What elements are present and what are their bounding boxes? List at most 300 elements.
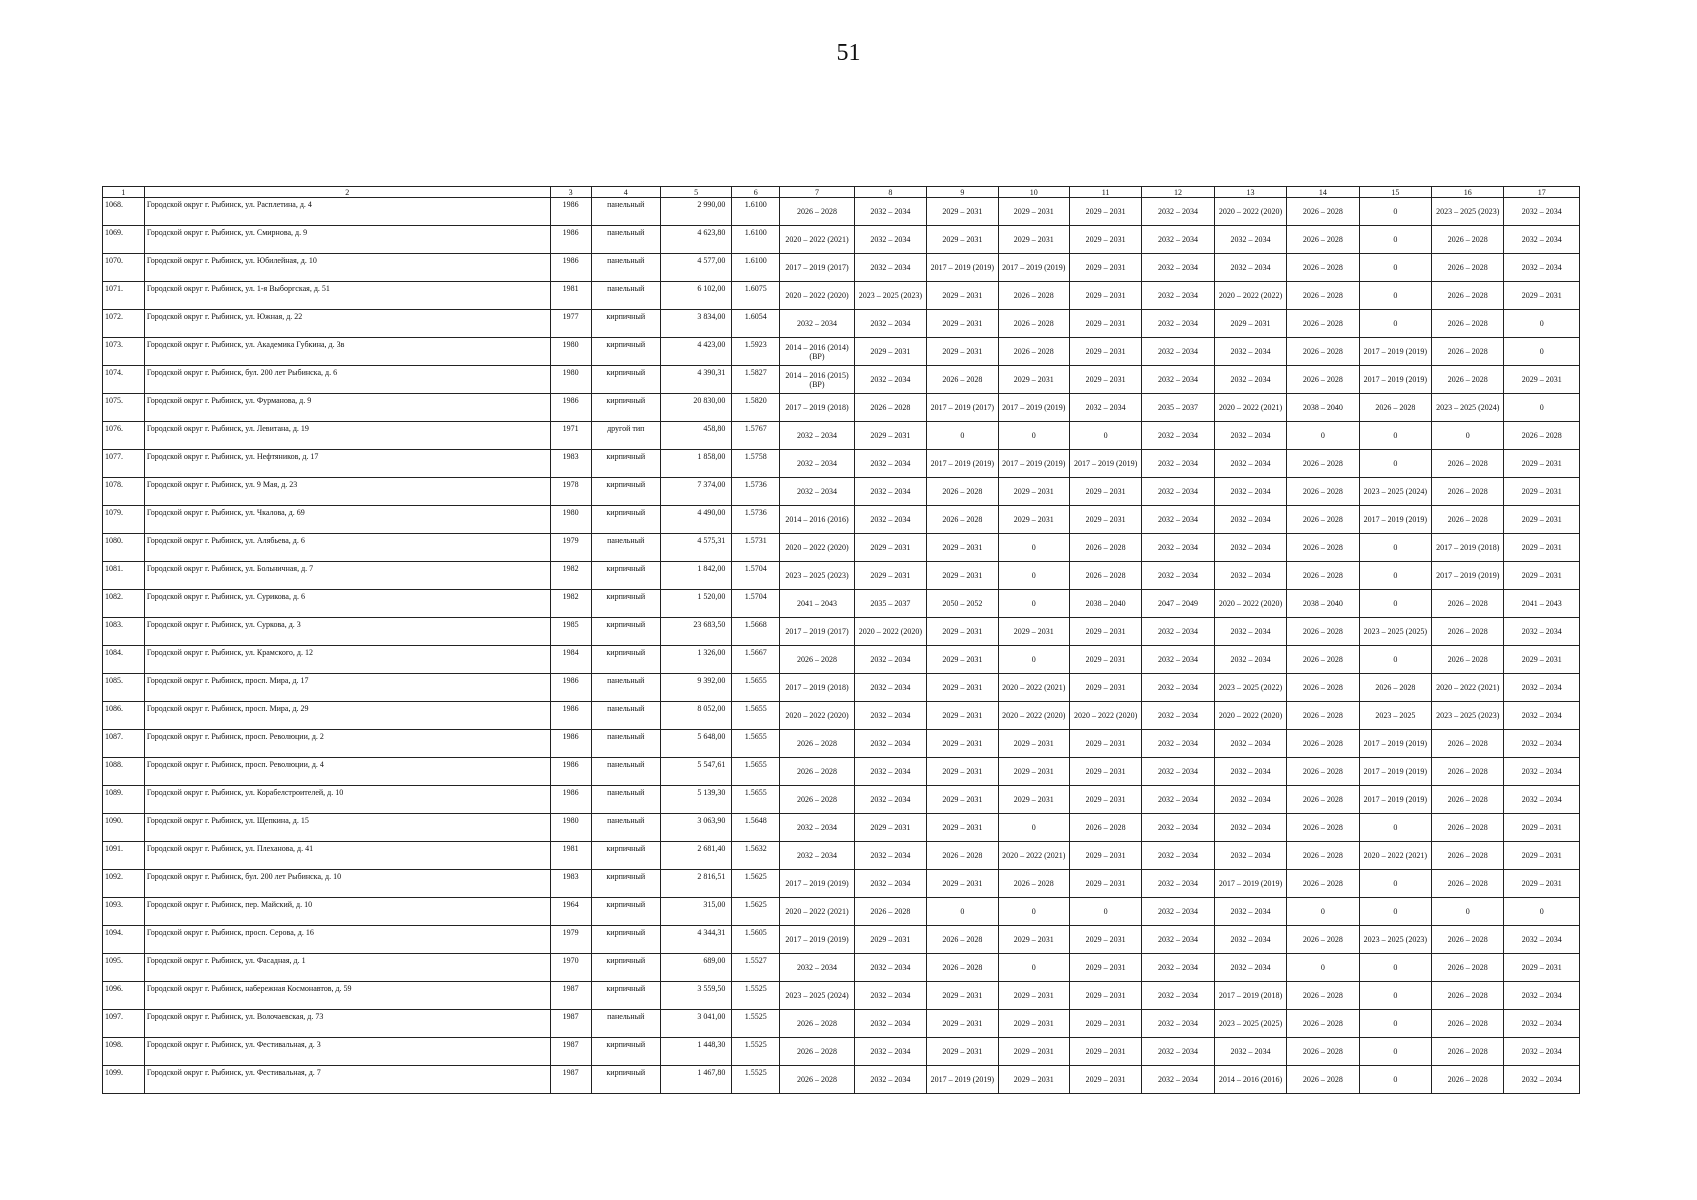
table-cell: 2026 – 2028 bbox=[1432, 590, 1504, 618]
table-cell: 1.5704 bbox=[732, 562, 780, 590]
table-cell: 0 bbox=[1504, 394, 1580, 422]
table-cell: 0 bbox=[927, 898, 998, 926]
table-cell: 2023 – 2025 (2024) bbox=[1432, 394, 1504, 422]
table-cell: 2026 – 2028 bbox=[780, 198, 854, 226]
table-cell: 2026 – 2028 bbox=[1069, 562, 1141, 590]
table-cell: 2032 – 2034 bbox=[1142, 422, 1214, 450]
table-row bbox=[103, 926, 1580, 954]
table-cell: 2026 – 2028 bbox=[780, 646, 854, 674]
table-cell: 0 bbox=[927, 422, 998, 450]
table-cell: 2023 – 2025 (2024) bbox=[780, 982, 854, 1010]
table-cell: 2026 – 2028 bbox=[1287, 982, 1359, 1010]
table-cell: 0 bbox=[998, 898, 1069, 926]
table-cell: 2032 – 2034 bbox=[1504, 674, 1580, 702]
table-cell: 2032 – 2034 bbox=[1214, 422, 1286, 450]
table-cell: 1.5525 bbox=[732, 982, 780, 1010]
table-cell: 0 bbox=[998, 814, 1069, 842]
table-cell: 2029 – 2031 bbox=[1069, 730, 1141, 758]
table-cell: 2032 – 2034 bbox=[854, 506, 926, 534]
table-cell: 0 bbox=[1359, 1010, 1431, 1038]
table-cell: Городской округ г. Рыбинск, просп. Мира, д. 29 bbox=[144, 702, 550, 730]
table-cell: 4 577,00 bbox=[660, 254, 731, 282]
table-cell: 2020 – 2022 (2022) bbox=[1214, 282, 1286, 310]
table-cell: 2026 – 2028 bbox=[998, 870, 1069, 898]
table-cell: 2026 – 2028 bbox=[1287, 310, 1359, 338]
table-cell: 2026 – 2028 bbox=[998, 338, 1069, 366]
table-row bbox=[103, 842, 1580, 870]
table-cell: 2026 – 2028 bbox=[1287, 870, 1359, 898]
table-cell: 8 052,00 bbox=[660, 702, 731, 730]
table-cell: 2029 – 2031 bbox=[1214, 310, 1286, 338]
table-row bbox=[103, 450, 1580, 478]
table-cell: 2029 – 2031 bbox=[1069, 198, 1141, 226]
table-cell: 2029 – 2031 bbox=[1069, 478, 1141, 506]
table-cell: 2029 – 2031 bbox=[927, 702, 998, 730]
table-cell: 2032 – 2034 bbox=[1214, 646, 1286, 674]
table-cell: 0 bbox=[1359, 982, 1431, 1010]
table-cell: 2032 – 2034 bbox=[1504, 198, 1580, 226]
table-cell: Городской округ г. Рыбинск, ул. Волочаевская, д. 73 bbox=[144, 1010, 550, 1038]
table-cell: 0 bbox=[1432, 422, 1504, 450]
table-cell: 1 448,30 bbox=[660, 1038, 731, 1066]
table-cell: 2029 – 2031 bbox=[1069, 1066, 1141, 1094]
column-header: 3 bbox=[550, 187, 591, 198]
table-cell: 2029 – 2031 bbox=[1069, 926, 1141, 954]
table-cell: 2017 – 2019 (2019) bbox=[998, 450, 1069, 478]
table-cell: 2029 – 2031 bbox=[1504, 282, 1580, 310]
housing-table bbox=[102, 186, 1580, 1094]
table-cell: 5 648,00 bbox=[660, 730, 731, 758]
table-row bbox=[103, 310, 1580, 338]
table-cell: 2026 – 2028 bbox=[1287, 618, 1359, 646]
table-cell: 2029 – 2031 bbox=[854, 422, 926, 450]
table-cell: 2038 – 2040 bbox=[1069, 590, 1141, 618]
table-cell: 2026 – 2028 bbox=[927, 506, 998, 534]
table-cell: 1986 bbox=[550, 198, 591, 226]
table-cell: 2032 – 2034 bbox=[854, 870, 926, 898]
table-cell: 2032 – 2034 bbox=[854, 646, 926, 674]
table-row bbox=[103, 562, 1580, 590]
table-cell: 1075. bbox=[103, 394, 145, 422]
table-row bbox=[103, 198, 1580, 226]
table-cell: 2029 – 2031 bbox=[1069, 338, 1141, 366]
table-cell: 2026 – 2028 bbox=[1432, 226, 1504, 254]
table-cell: 2020 – 2022 (2020) bbox=[780, 534, 854, 562]
table-cell: 2029 – 2031 bbox=[854, 926, 926, 954]
table-cell: 0 bbox=[998, 590, 1069, 618]
table-cell: 2029 – 2031 bbox=[927, 198, 998, 226]
table-cell: 1073. bbox=[103, 338, 145, 366]
table-cell: 1084. bbox=[103, 646, 145, 674]
table-cell: 5 547,61 bbox=[660, 758, 731, 786]
table-cell: 1094. bbox=[103, 926, 145, 954]
table-cell: 7 374,00 bbox=[660, 478, 731, 506]
table-cell: другой тип bbox=[591, 422, 660, 450]
table-cell: 1986 bbox=[550, 394, 591, 422]
table-cell: 2026 – 2028 bbox=[1287, 1010, 1359, 1038]
table-cell: Городской округ г. Рыбинск, ул. Академика Губкина, д. 3в bbox=[144, 338, 550, 366]
table-cell: 2017 – 2019 (2019) bbox=[998, 254, 1069, 282]
table-cell: панельный bbox=[591, 730, 660, 758]
table-row bbox=[103, 590, 1580, 618]
table-row bbox=[103, 534, 1580, 562]
table-cell: 2032 – 2034 bbox=[1504, 730, 1580, 758]
table-cell: 2032 – 2034 bbox=[1504, 618, 1580, 646]
table-cell: 2026 – 2028 bbox=[1432, 842, 1504, 870]
table-cell: 2029 – 2031 bbox=[1504, 954, 1580, 982]
table-cell: 1987 bbox=[550, 1010, 591, 1038]
table-cell: 1.6054 bbox=[732, 310, 780, 338]
table-cell: 2032 – 2034 bbox=[1504, 982, 1580, 1010]
table-cell: 2029 – 2031 bbox=[998, 926, 1069, 954]
table-cell: 1.6075 bbox=[732, 282, 780, 310]
table-cell: 4 390,31 bbox=[660, 366, 731, 394]
table-cell: 2032 – 2034 bbox=[1214, 534, 1286, 562]
table-cell: 1.5605 bbox=[732, 926, 780, 954]
table-row bbox=[103, 870, 1580, 898]
table-cell: 1980 bbox=[550, 506, 591, 534]
table-cell: 2032 – 2034 bbox=[854, 674, 926, 702]
table-cell: 2029 – 2031 bbox=[1069, 842, 1141, 870]
table-cell: 2026 – 2028 bbox=[780, 758, 854, 786]
table-cell: 2035 – 2037 bbox=[1142, 394, 1214, 422]
table-cell: 0 bbox=[1359, 534, 1431, 562]
table-cell: 2026 – 2028 bbox=[1359, 394, 1431, 422]
table-cell: 0 bbox=[1359, 590, 1431, 618]
table-cell: 0 bbox=[1359, 898, 1431, 926]
table-cell: Городской округ г. Рыбинск, пер. Майский, д. 10 bbox=[144, 898, 550, 926]
table-cell: Городской округ г. Рыбинск, ул. Южная, д. 22 bbox=[144, 310, 550, 338]
table-cell: 1986 bbox=[550, 226, 591, 254]
table-cell: 1093. bbox=[103, 898, 145, 926]
table-cell: 0 bbox=[1359, 282, 1431, 310]
table-cell: 2032 – 2034 bbox=[1142, 1066, 1214, 1094]
table-cell: Городской округ г. Рыбинск, ул. Расплетина, д. 4 bbox=[144, 198, 550, 226]
table-cell: 1082. bbox=[103, 590, 145, 618]
table-cell: 3 834,00 bbox=[660, 310, 731, 338]
table-cell: 1090. bbox=[103, 814, 145, 842]
table-cell: 4 575,31 bbox=[660, 534, 731, 562]
table-cell: Городской округ г. Рыбинск, просп. Серова, д. 16 bbox=[144, 926, 550, 954]
table-cell: 2026 – 2028 bbox=[998, 310, 1069, 338]
table-cell: 6 102,00 bbox=[660, 282, 731, 310]
table-cell: 2017 – 2019 (2019) bbox=[780, 870, 854, 898]
table-cell: 0 bbox=[998, 646, 1069, 674]
table-cell: 2026 – 2028 bbox=[927, 366, 998, 394]
table-cell: 2032 – 2034 bbox=[1214, 814, 1286, 842]
table-cell: 2029 – 2031 bbox=[1069, 226, 1141, 254]
table-cell: 2026 – 2028 bbox=[1069, 814, 1141, 842]
table-cell: 1.6100 bbox=[732, 198, 780, 226]
table-cell: 2032 – 2034 bbox=[1214, 338, 1286, 366]
table-cell: 2026 – 2028 bbox=[780, 730, 854, 758]
table-cell: 1 326,00 bbox=[660, 646, 731, 674]
table-cell: 1068. bbox=[103, 198, 145, 226]
table-cell: 2029 – 2031 bbox=[998, 478, 1069, 506]
table-cell: 0 bbox=[1287, 898, 1359, 926]
table-cell: 1971 bbox=[550, 422, 591, 450]
table-cell: 2026 – 2028 bbox=[1287, 758, 1359, 786]
table-cell: 2020 – 2022 (2021) bbox=[1214, 394, 1286, 422]
table-cell: 2029 – 2031 bbox=[998, 982, 1069, 1010]
table-cell: 2 816,51 bbox=[660, 870, 731, 898]
table-cell: 2026 – 2028 bbox=[1432, 282, 1504, 310]
column-header: 11 bbox=[1069, 187, 1141, 198]
table-cell: Городской округ г. Рыбинск, ул. Фасадная, д. 1 bbox=[144, 954, 550, 982]
column-header: 6 bbox=[732, 187, 780, 198]
table-cell: 2026 – 2028 bbox=[1432, 646, 1504, 674]
table-cell: 2026 – 2028 bbox=[1432, 926, 1504, 954]
table-cell: 2032 – 2034 bbox=[1214, 618, 1286, 646]
table-cell: 2026 – 2028 bbox=[1069, 534, 1141, 562]
table-cell: 2029 – 2031 bbox=[998, 506, 1069, 534]
table-cell: 1970 bbox=[550, 954, 591, 982]
table-cell: 1982 bbox=[550, 562, 591, 590]
table-cell: 2032 – 2034 bbox=[1214, 562, 1286, 590]
table-cell: кирпичный bbox=[591, 618, 660, 646]
table-cell: 2032 – 2034 bbox=[780, 814, 854, 842]
table-cell: 9 392,00 bbox=[660, 674, 731, 702]
table-cell: Городской округ г. Рыбинск, просп. Революции, д. 4 bbox=[144, 758, 550, 786]
table-cell: 2029 – 2031 bbox=[1069, 1010, 1141, 1038]
table-cell: 2029 – 2031 bbox=[1069, 786, 1141, 814]
table-cell: 0 bbox=[1359, 198, 1431, 226]
table-cell: 2032 – 2034 bbox=[854, 1066, 926, 1094]
table-cell: кирпичный bbox=[591, 870, 660, 898]
table-cell: панельный bbox=[591, 814, 660, 842]
table-cell: Городской округ г. Рыбинск, ул. Юбилейная, д. 10 bbox=[144, 254, 550, 282]
table-cell: 2017 – 2019 (2019) bbox=[780, 926, 854, 954]
table-cell: 1964 bbox=[550, 898, 591, 926]
table-cell: 2020 – 2022 (2020) bbox=[1214, 590, 1286, 618]
table-cell: 2017 – 2019 (2019) bbox=[998, 394, 1069, 422]
table-cell: 2029 – 2031 bbox=[854, 534, 926, 562]
table-cell: кирпичный bbox=[591, 506, 660, 534]
table-cell: Городской округ г. Рыбинск, ул. Суркова, д. 3 bbox=[144, 618, 550, 646]
table-cell: 1981 bbox=[550, 842, 591, 870]
table-cell: 1.5525 bbox=[732, 1066, 780, 1094]
table-cell: Городской округ г. Рыбинск, ул. Чкалова, д. 69 bbox=[144, 506, 550, 534]
table-cell: 2032 – 2034 bbox=[1142, 870, 1214, 898]
table-cell: 2032 – 2034 bbox=[1214, 730, 1286, 758]
table-cell: 2029 – 2031 bbox=[927, 758, 998, 786]
table-cell: 2029 – 2031 bbox=[998, 366, 1069, 394]
table-cell: 2032 – 2034 bbox=[1214, 226, 1286, 254]
table-cell: 3 559,50 bbox=[660, 982, 731, 1010]
table-row bbox=[103, 898, 1580, 926]
table-cell: 2032 – 2034 bbox=[854, 310, 926, 338]
table-cell: 1.5625 bbox=[732, 870, 780, 898]
table-cell: 1.5648 bbox=[732, 814, 780, 842]
table-cell: 2026 – 2028 bbox=[927, 478, 998, 506]
table-cell: 2026 – 2028 bbox=[1432, 786, 1504, 814]
table-cell: 1979 bbox=[550, 926, 591, 954]
table-cell: 2032 – 2034 bbox=[1142, 926, 1214, 954]
table-row bbox=[103, 282, 1580, 310]
table-cell: 2017 – 2019 (2017) bbox=[780, 618, 854, 646]
table-cell: кирпичный bbox=[591, 366, 660, 394]
table-cell: Городской округ г. Рыбинск, ул. Крамского, д. 12 bbox=[144, 646, 550, 674]
table-cell: 1091. bbox=[103, 842, 145, 870]
table-cell: 1099. bbox=[103, 1066, 145, 1094]
table-cell: кирпичный bbox=[591, 590, 660, 618]
table-cell: 2032 – 2034 bbox=[1142, 226, 1214, 254]
table-cell: 2032 – 2034 bbox=[854, 954, 926, 982]
table-cell: 2050 – 2052 bbox=[927, 590, 998, 618]
table-cell: 2029 – 2031 bbox=[927, 310, 998, 338]
table-cell: 2026 – 2028 bbox=[1432, 478, 1504, 506]
table-cell: 1986 bbox=[550, 758, 591, 786]
table-cell: панельный bbox=[591, 226, 660, 254]
table-cell: 1095. bbox=[103, 954, 145, 982]
table-cell: 2032 – 2034 bbox=[854, 450, 926, 478]
table-cell: 2026 – 2028 bbox=[1287, 842, 1359, 870]
table-cell: 2029 – 2031 bbox=[854, 338, 926, 366]
table-cell: 2017 – 2019 (2019) bbox=[927, 254, 998, 282]
table-cell: 2017 – 2019 (2019) bbox=[1432, 562, 1504, 590]
table-cell: 2017 – 2019 (2019) bbox=[1069, 450, 1141, 478]
table-cell: 2029 – 2031 bbox=[998, 786, 1069, 814]
table-cell: 2032 – 2034 bbox=[1142, 954, 1214, 982]
table-cell: 1.5525 bbox=[732, 1010, 780, 1038]
table-cell: панельный bbox=[591, 674, 660, 702]
table-cell: 0 bbox=[1359, 226, 1431, 254]
table-cell: 2017 – 2019 (2019) bbox=[1359, 338, 1431, 366]
table-cell: 1.5668 bbox=[732, 618, 780, 646]
table-cell: 2032 – 2034 bbox=[1214, 478, 1286, 506]
table-cell: 1986 bbox=[550, 730, 591, 758]
table-cell: 1.5758 bbox=[732, 450, 780, 478]
table-cell: 1071. bbox=[103, 282, 145, 310]
table-cell: кирпичный bbox=[591, 898, 660, 926]
table-cell: 2029 – 2031 bbox=[927, 814, 998, 842]
table-cell: 1977 bbox=[550, 310, 591, 338]
table-cell: 2032 – 2034 bbox=[1142, 982, 1214, 1010]
table-cell: Городской округ г. Рыбинск, ул. Фестивальная, д. 3 bbox=[144, 1038, 550, 1066]
column-header: 7 bbox=[780, 187, 854, 198]
table-cell: 689,00 bbox=[660, 954, 731, 982]
table-cell: 2026 – 2028 bbox=[1432, 730, 1504, 758]
table-cell: 2029 – 2031 bbox=[927, 534, 998, 562]
table-cell: 0 bbox=[1359, 1066, 1431, 1094]
table-cell: 0 bbox=[1359, 422, 1431, 450]
table-row bbox=[103, 1066, 1580, 1094]
table-cell: Городской округ г. Рыбинск, ул. Алябьева, д. 6 bbox=[144, 534, 550, 562]
table-cell: 1.5704 bbox=[732, 590, 780, 618]
table-cell: 1.5655 bbox=[732, 674, 780, 702]
table-cell: 2035 – 2037 bbox=[854, 590, 926, 618]
table-cell: 2023 – 2025 (2024) bbox=[1359, 478, 1431, 506]
table-cell: 2026 – 2028 bbox=[1432, 982, 1504, 1010]
table-row bbox=[103, 618, 1580, 646]
table-cell: 2032 – 2034 bbox=[1504, 1010, 1580, 1038]
table-cell: 2032 – 2034 bbox=[1142, 758, 1214, 786]
table-cell: 2032 – 2034 bbox=[780, 422, 854, 450]
table-cell: 2029 – 2031 bbox=[1069, 282, 1141, 310]
table-cell: 1088. bbox=[103, 758, 145, 786]
table-cell: 2032 – 2034 bbox=[1214, 366, 1286, 394]
table-cell: 2029 – 2031 bbox=[1504, 506, 1580, 534]
table-cell: 2026 – 2028 bbox=[1432, 310, 1504, 338]
table-cell: 2023 – 2025 (2023) bbox=[1432, 198, 1504, 226]
table-row bbox=[103, 394, 1580, 422]
page-number: 51 bbox=[836, 40, 861, 66]
table-cell: Городской округ г. Рыбинск, ул. Щепкина, д. 15 bbox=[144, 814, 550, 842]
table-row bbox=[103, 702, 1580, 730]
table-cell: 2032 – 2034 bbox=[1142, 282, 1214, 310]
table-cell: 2017 – 2019 (2018) bbox=[780, 394, 854, 422]
table-cell: 2047 – 2049 bbox=[1142, 590, 1214, 618]
table-cell: 2029 – 2031 bbox=[1069, 646, 1141, 674]
table-cell: 2041 – 2043 bbox=[1504, 590, 1580, 618]
table-cell: 2026 – 2028 bbox=[1432, 758, 1504, 786]
table-cell: 2029 – 2031 bbox=[1504, 562, 1580, 590]
table-cell: 1 520,00 bbox=[660, 590, 731, 618]
table-cell: 2032 – 2034 bbox=[854, 366, 926, 394]
table-row bbox=[103, 226, 1580, 254]
table-cell: 1.5527 bbox=[732, 954, 780, 982]
table-cell: 2026 – 2028 bbox=[927, 954, 998, 982]
table-cell: панельный bbox=[591, 758, 660, 786]
table-cell: 1092. bbox=[103, 870, 145, 898]
table-cell: 1083. bbox=[103, 618, 145, 646]
table-row bbox=[103, 982, 1580, 1010]
table-cell: 4 490,00 bbox=[660, 506, 731, 534]
table-cell: 2029 – 2031 bbox=[1069, 870, 1141, 898]
table-cell: 2038 – 2040 bbox=[1287, 394, 1359, 422]
table-cell: 2032 – 2034 bbox=[1142, 1038, 1214, 1066]
table-cell: 2029 – 2031 bbox=[1069, 982, 1141, 1010]
table-cell: 2026 – 2028 bbox=[927, 842, 998, 870]
table-cell: 1984 bbox=[550, 646, 591, 674]
table-cell: 2032 – 2034 bbox=[1142, 478, 1214, 506]
table-cell: 2032 – 2034 bbox=[1142, 618, 1214, 646]
table-cell: 2023 – 2025 (2025) bbox=[1359, 618, 1431, 646]
table-cell: 2032 – 2034 bbox=[1142, 646, 1214, 674]
table-cell: Городской округ г. Рыбинск, бул. 200 лет Рыбинска, д. 6 bbox=[144, 366, 550, 394]
table-cell: 2017 – 2019 (2019) bbox=[1359, 786, 1431, 814]
table-cell: 2032 – 2034 bbox=[1214, 254, 1286, 282]
table-cell: 2026 – 2028 bbox=[1432, 338, 1504, 366]
table-cell: 1985 bbox=[550, 618, 591, 646]
table-cell: 0 bbox=[1359, 310, 1431, 338]
table-cell: 0 bbox=[1359, 562, 1431, 590]
table-cell: 2026 – 2028 bbox=[1287, 254, 1359, 282]
table-cell: 2032 – 2034 bbox=[1214, 450, 1286, 478]
table-cell: 2026 – 2028 bbox=[854, 898, 926, 926]
table-cell: 2032 – 2034 bbox=[780, 310, 854, 338]
table-cell: 0 bbox=[1432, 898, 1504, 926]
table-cell: 2029 – 2031 bbox=[1069, 758, 1141, 786]
table-cell: 2032 – 2034 bbox=[1142, 730, 1214, 758]
table-cell: 1978 bbox=[550, 478, 591, 506]
table-cell: 2032 – 2034 bbox=[1142, 898, 1214, 926]
table-cell: 2032 – 2034 bbox=[780, 954, 854, 982]
table-cell: 2032 – 2034 bbox=[1214, 954, 1286, 982]
table-cell: Городской округ г. Рыбинск, ул. Плеханова, д. 41 bbox=[144, 842, 550, 870]
table-cell: 2032 – 2034 bbox=[1142, 338, 1214, 366]
table-cell: 0 bbox=[1069, 898, 1141, 926]
table-cell: 2026 – 2028 bbox=[1287, 450, 1359, 478]
table-cell: 1986 bbox=[550, 702, 591, 730]
table-cell: 2029 – 2031 bbox=[927, 646, 998, 674]
table-cell: 1097. bbox=[103, 1010, 145, 1038]
table-cell: 2023 – 2025 (2023) bbox=[1359, 926, 1431, 954]
table-cell: 2032 – 2034 bbox=[1214, 506, 1286, 534]
table-cell: 2026 – 2028 bbox=[780, 1010, 854, 1038]
table-cell: Городской округ г. Рыбинск, набережная Космонавтов, д. 59 bbox=[144, 982, 550, 1010]
table-cell: 1.5655 bbox=[732, 730, 780, 758]
